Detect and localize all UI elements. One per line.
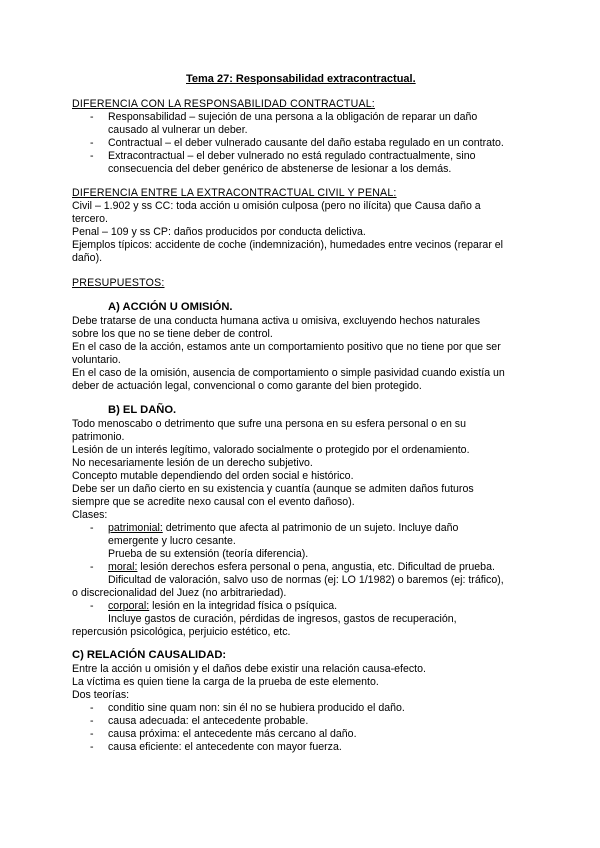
list-item-teoria: conditio sine quam non: sin él no se hubiera producido el daño. bbox=[108, 702, 405, 714]
bullet-dash: - bbox=[90, 522, 94, 534]
bullet-dash: - bbox=[90, 728, 94, 740]
paragraph-line: patrimonio. bbox=[72, 431, 125, 443]
paragraph-line: deber de actuación legal, convencional o como garante del bien protegido. bbox=[72, 380, 422, 392]
list-item-continuation: Incluye gastos de curación, pérdidas de ingresos, gastos de recuperación, bbox=[108, 613, 457, 625]
list-item-continuation: Prueba de su extensión (teoría diferencia). bbox=[108, 548, 309, 560]
section-heading-contractual: DIFERENCIA CON LA RESPONSABILIDAD CONTRACTUAL: bbox=[72, 98, 375, 110]
bullet-dash: - bbox=[90, 137, 94, 149]
definition-text: detrimento que afecta al patrimonio de un sujeto. Incluye daño bbox=[162, 522, 459, 534]
bullet-dash: - bbox=[90, 715, 94, 727]
list-item-teoria: causa próxima: el antecedente más cercano al daño. bbox=[108, 728, 357, 740]
bullet-dash: - bbox=[90, 111, 94, 123]
paragraph-line: Entre la acción u omisión y el daños debe existir una relación causa-efecto. bbox=[72, 663, 426, 675]
paragraph-line: En el caso de la acción, estamos ante un comportamiento positivo que no tiene por que ser bbox=[72, 341, 501, 353]
subheading-causalidad: C) RELACIÓN CAUSALIDAD: bbox=[72, 649, 227, 661]
list-item-continuation: o discrecionalidad del Juez (no arbitrariedad). bbox=[72, 587, 287, 599]
paragraph-line: daño). bbox=[72, 252, 103, 264]
section-heading-civil-penal: DIFERENCIA ENTRE LA EXTRACONTRACTUAL CIVIL Y PENAL: bbox=[72, 187, 397, 199]
list-item-continuation: Dificultad de valoración, salvo uso de normas (ej: LO 1/1982) o baremos (ej: tráfico), bbox=[108, 574, 504, 586]
paragraph-line: Clases: bbox=[72, 509, 108, 521]
list-item-teoria: causa eficiente: el antecedente con mayor fuerza. bbox=[108, 741, 342, 753]
paragraph-line: La víctima es quien tiene la carga de la prueba de este elemento. bbox=[72, 676, 379, 688]
bullet-dash: - bbox=[90, 741, 94, 753]
paragraph-line: No necesariamente lesión de un derecho subjetivo. bbox=[72, 457, 313, 469]
bullet-dash: - bbox=[90, 702, 94, 714]
list-item-continuation: consecuencia del deber genérico de abstenerse de lesionar a los demás. bbox=[108, 163, 452, 175]
list-item-patrimonial bbox=[108, 522, 458, 535]
paragraph-line: Debe ser un daño cierto en su existencia y cuantía (aunque se admiten daños futuros bbox=[72, 483, 474, 495]
paragraph-line: Concepto mutable dependiendo del orden social e histórico. bbox=[72, 470, 354, 482]
bullet-dash: - bbox=[90, 150, 94, 162]
list-item-moral bbox=[108, 561, 495, 574]
paragraph-line: Civil – 1.902 y ss CC: toda acción u omisión culposa (pero no ilícita) que Causa daño a bbox=[72, 200, 481, 212]
subheading-accion: A) ACCIÓN U OMISIÓN. bbox=[108, 301, 233, 313]
list-item-continuation: causado al vulnerar un deber. bbox=[108, 124, 248, 136]
term-moral: moral: bbox=[108, 561, 138, 573]
list-item: Responsabilidad – sujeción de una persona a la obligación de reparar un daño bbox=[108, 111, 478, 123]
definition-text: lesión en la integridad física o psíquica. bbox=[149, 600, 338, 612]
paragraph-line: Lesión de un interés legítimo, valorado socialmente o protegido por el ordenamiento. bbox=[72, 444, 470, 456]
list-item-teoria: causa adecuada: el antecedente probable. bbox=[108, 715, 309, 727]
paragraph-line: Ejemplos típicos: accidente de coche (indemnización), humedades entre vecinos (reparar el bbox=[72, 239, 504, 251]
paragraph-line: siempre que se acredite nexo causal con el evento dañoso). bbox=[72, 496, 355, 508]
list-item-continuation: emergente y lucro cesante. bbox=[108, 535, 236, 547]
paragraph-line: Penal – 109 y ss CP: daños producidos por conducta delictiva. bbox=[72, 226, 366, 238]
paragraph-line: tercero. bbox=[72, 213, 108, 225]
bullet-dash: - bbox=[90, 561, 94, 573]
paragraph-line: sobre los que no se tiene deber de control. bbox=[72, 328, 273, 340]
subheading-dano: B) EL DAÑO. bbox=[108, 404, 177, 416]
bullet-dash: - bbox=[90, 600, 94, 612]
list-item: Contractual – el deber vulnerado causante del daño estaba regulado en un contrato. bbox=[108, 137, 504, 149]
page-title: Tema 27: Responsabilidad extracontractual. bbox=[186, 73, 416, 85]
section-heading-presupuestos: PRESUPUESTOS: bbox=[72, 277, 165, 289]
paragraph-line: En el caso de la omisión, ausencia de comportamiento o simple pasividad cuando existía un bbox=[72, 367, 505, 379]
paragraph-line: Dos teorías: bbox=[72, 689, 130, 701]
definition-text: lesión derechos esfera personal o pena, angustia, etc. Dificultad de prueba. bbox=[137, 561, 495, 573]
list-item: Extracontractual – el deber vulnerado no está regulado contractualmente, sino bbox=[108, 150, 476, 162]
paragraph-line: voluntario. bbox=[72, 354, 121, 366]
paragraph-line: Debe tratarse de una conducta humana activa u omisiva, excluyendo hechos naturales bbox=[72, 315, 481, 327]
term-patrimonial: patrimonial: bbox=[108, 522, 163, 534]
term-corporal: corporal: bbox=[108, 600, 150, 612]
list-item-corporal bbox=[108, 600, 337, 613]
list-item-continuation: repercusión psicológica, perjuicio estético, etc. bbox=[72, 626, 291, 638]
paragraph-line: Todo menoscabo o detrimento que sufre una persona en su esfera personal o en su bbox=[72, 418, 466, 430]
